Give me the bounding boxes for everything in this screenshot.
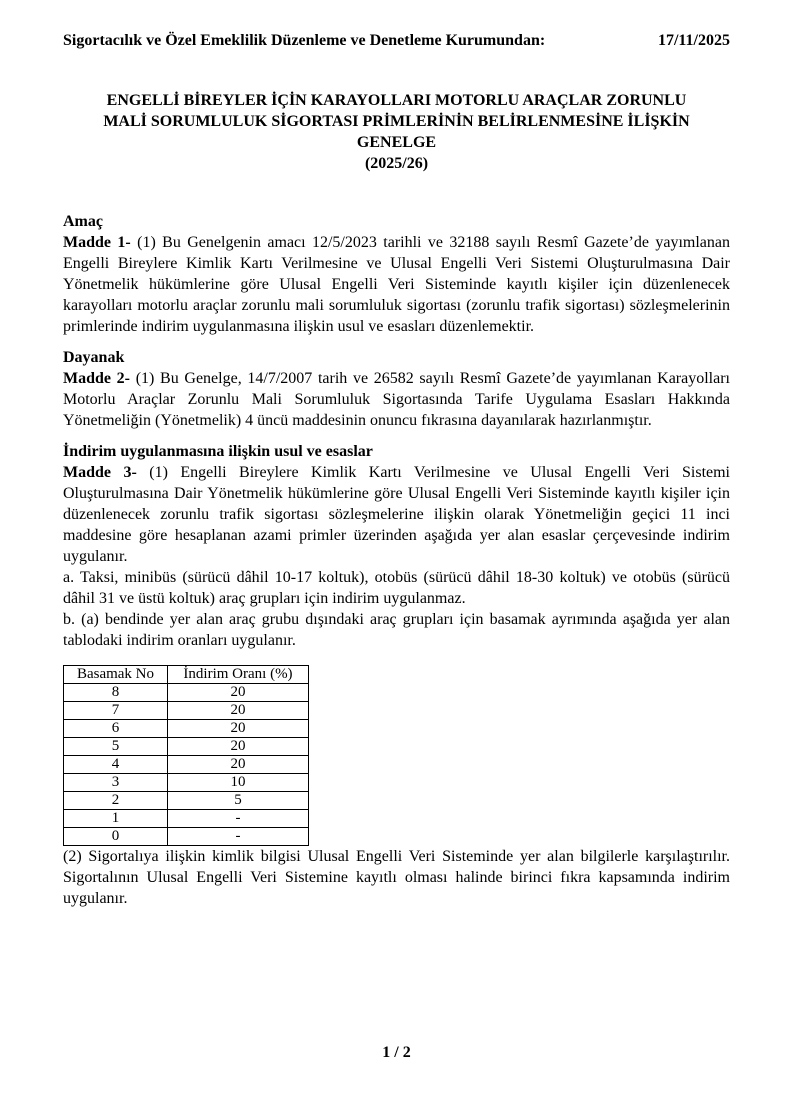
document-title-line: MALİ SORUMLULUK SİGORTASI PRİMLERİNİN BELİRLENMESİNE İLİŞKİN — [103, 113, 690, 130]
table-cell-basamak: 4 — [64, 756, 168, 774]
table-cell-basamak: 5 — [64, 738, 168, 756]
section-heading: İndirim uygulanmasına ilişkin usul ve esaslar — [63, 443, 373, 460]
madde-1-label: Madde 1- — [63, 234, 131, 251]
discount-table — [63, 665, 309, 846]
table-cell-basamak: 0 — [64, 828, 168, 846]
madde-2-text: (1) Bu Genelge, 14/7/2007 tarih ve 26582 sayılı Resmî Gazete’de yayımlanan Karayolları Motorlu Araçlar Zorunlu Mali Sorumluluk Sigortasında Tarife Uygulama Esasları Hakkında Yönetmeliğin (Yönetmelik) 4 üncü maddesinin onuncu fıkrasına dayanılarak hazırlanmıştır. — [63, 370, 731, 429]
table-row — [64, 792, 309, 810]
table-row — [64, 774, 309, 792]
madde-3-text: (1) Engelli Bireylere Kimlik Kartı Verilmesine ve Ulusal Engelli Veri Sistemi Oluşturulmasına Dair Yönetmelik hükümlerine göre Ulusal Engelli Veri Sisteminde kayıtlı kişiler için düzenlenecek zorunlu trafik sigortası sözleşmelerine ilişkin olarak Yönetmeliğin geçici 11 inci maddesine göre hesaplanan azami primler üzerinden aşağıda yer alan esaslar çerçevesinde indirim uygulanır. — [63, 464, 731, 565]
madde-1-text: (1) Bu Genelgenin amacı 12/5/2023 tarihli ve 32188 sayılı Resmî Gazete’de yayımlanan Engelli Bireylere Kimlik Kartı Verilmesine ve Ulusal Engelli Veri Sistemi Oluşturulmasına Dair Yönetmelik hükümlerine göre Ulusal Engelli Veri Sisteminde kayıtlı kişiler için düzenlenecek karayolları motorlu araçlar zorunlu mali sorumluluk sigortası (zorunlu trafik sigortası) sözleşmelerinin primlerinde indirim uygulanmasına ilişkin usul ve esasları düzenlemektir. — [63, 234, 731, 335]
table-cell-basamak: 7 — [64, 702, 168, 720]
table-row — [64, 684, 309, 702]
table-cell-oran: 5 — [168, 792, 309, 810]
table-cell-basamak: 3 — [64, 774, 168, 792]
table-cell-oran: 20 — [168, 684, 309, 702]
table-cell-basamak: 6 — [64, 720, 168, 738]
document-title-line: GENELGE — [356, 134, 437, 151]
table-row — [64, 810, 309, 828]
page-number: 1 / 2 — [382, 1044, 411, 1061]
table-row — [64, 720, 309, 738]
document-title — [63, 90, 730, 174]
madde-3-label: Madde 3- — [63, 464, 137, 481]
table-cell-oran: 20 — [168, 702, 309, 720]
paragraph-item-a: a. Taksi, minibüs (sürücü dâhil 10-17 koltuk), otobüs (sürücü dâhil 18-30 koltuk) ve otobüs (sürücü dâhil 31 ve üstü koltuk) araç grupları için indirim uygulanmaz. — [63, 569, 730, 607]
document-header — [63, 30, 730, 51]
document-title-line: ENGELLİ BİREYLER İÇİN KARAYOLLARI MOTORLU ARAÇLAR ZORUNLU — [106, 92, 687, 109]
section-dayanak — [63, 347, 730, 431]
section-heading: Dayanak — [63, 349, 125, 366]
paragraph-madde-3 — [63, 462, 730, 567]
table-cell-basamak: 2 — [64, 792, 168, 810]
table-cell-oran: 10 — [168, 774, 309, 792]
section-indirim — [63, 441, 730, 651]
issuer-heading: Sigortacılık ve Özel Emeklilik Düzenleme ve Denetleme Kurumundan: — [63, 32, 546, 49]
document-date: 17/11/2025 — [657, 32, 730, 49]
paragraph-madde-2 — [63, 368, 730, 431]
table-cell-oran: 20 — [168, 720, 309, 738]
table-cell-oran: 20 — [168, 756, 309, 774]
section-heading: Amaç — [63, 213, 103, 230]
document-title-line: (2025/26) — [364, 155, 429, 172]
table-cell-oran: - — [168, 810, 309, 828]
table-row — [64, 756, 309, 774]
table-row — [64, 738, 309, 756]
paragraph-item-b: b. (a) bendinde yer alan araç grubu dışındaki araç grupları için basamak ayrımında aşağıda yer alan tablodaki indirim oranları uygulanır. — [63, 611, 730, 649]
table-header-row — [64, 666, 309, 684]
paragraph-clause-2: (2) Sigortalıya ilişkin kimlik bilgisi Ulusal Engelli Veri Sisteminde yer alan bilgilerle karşılaştırılır. Sigortalının Ulusal Engelli Veri Sistemine kayıtlı olması halinde birinci fıkra kapsamında indirim uygulanır. — [63, 848, 730, 907]
madde-2-label: Madde 2- — [63, 370, 131, 387]
table-cell-oran: 20 — [168, 738, 309, 756]
table-row — [64, 828, 309, 846]
paragraph-madde-1 — [63, 232, 730, 337]
table-cell-basamak: 1 — [64, 810, 168, 828]
section-amac — [63, 211, 730, 337]
table-cell-basamak: 8 — [64, 684, 168, 702]
table-header-basamak: Basamak No — [64, 666, 168, 684]
table-row — [64, 702, 309, 720]
table-cell-oran: - — [168, 828, 309, 846]
table-header-oran: İndirim Oranı (%) — [168, 666, 309, 684]
